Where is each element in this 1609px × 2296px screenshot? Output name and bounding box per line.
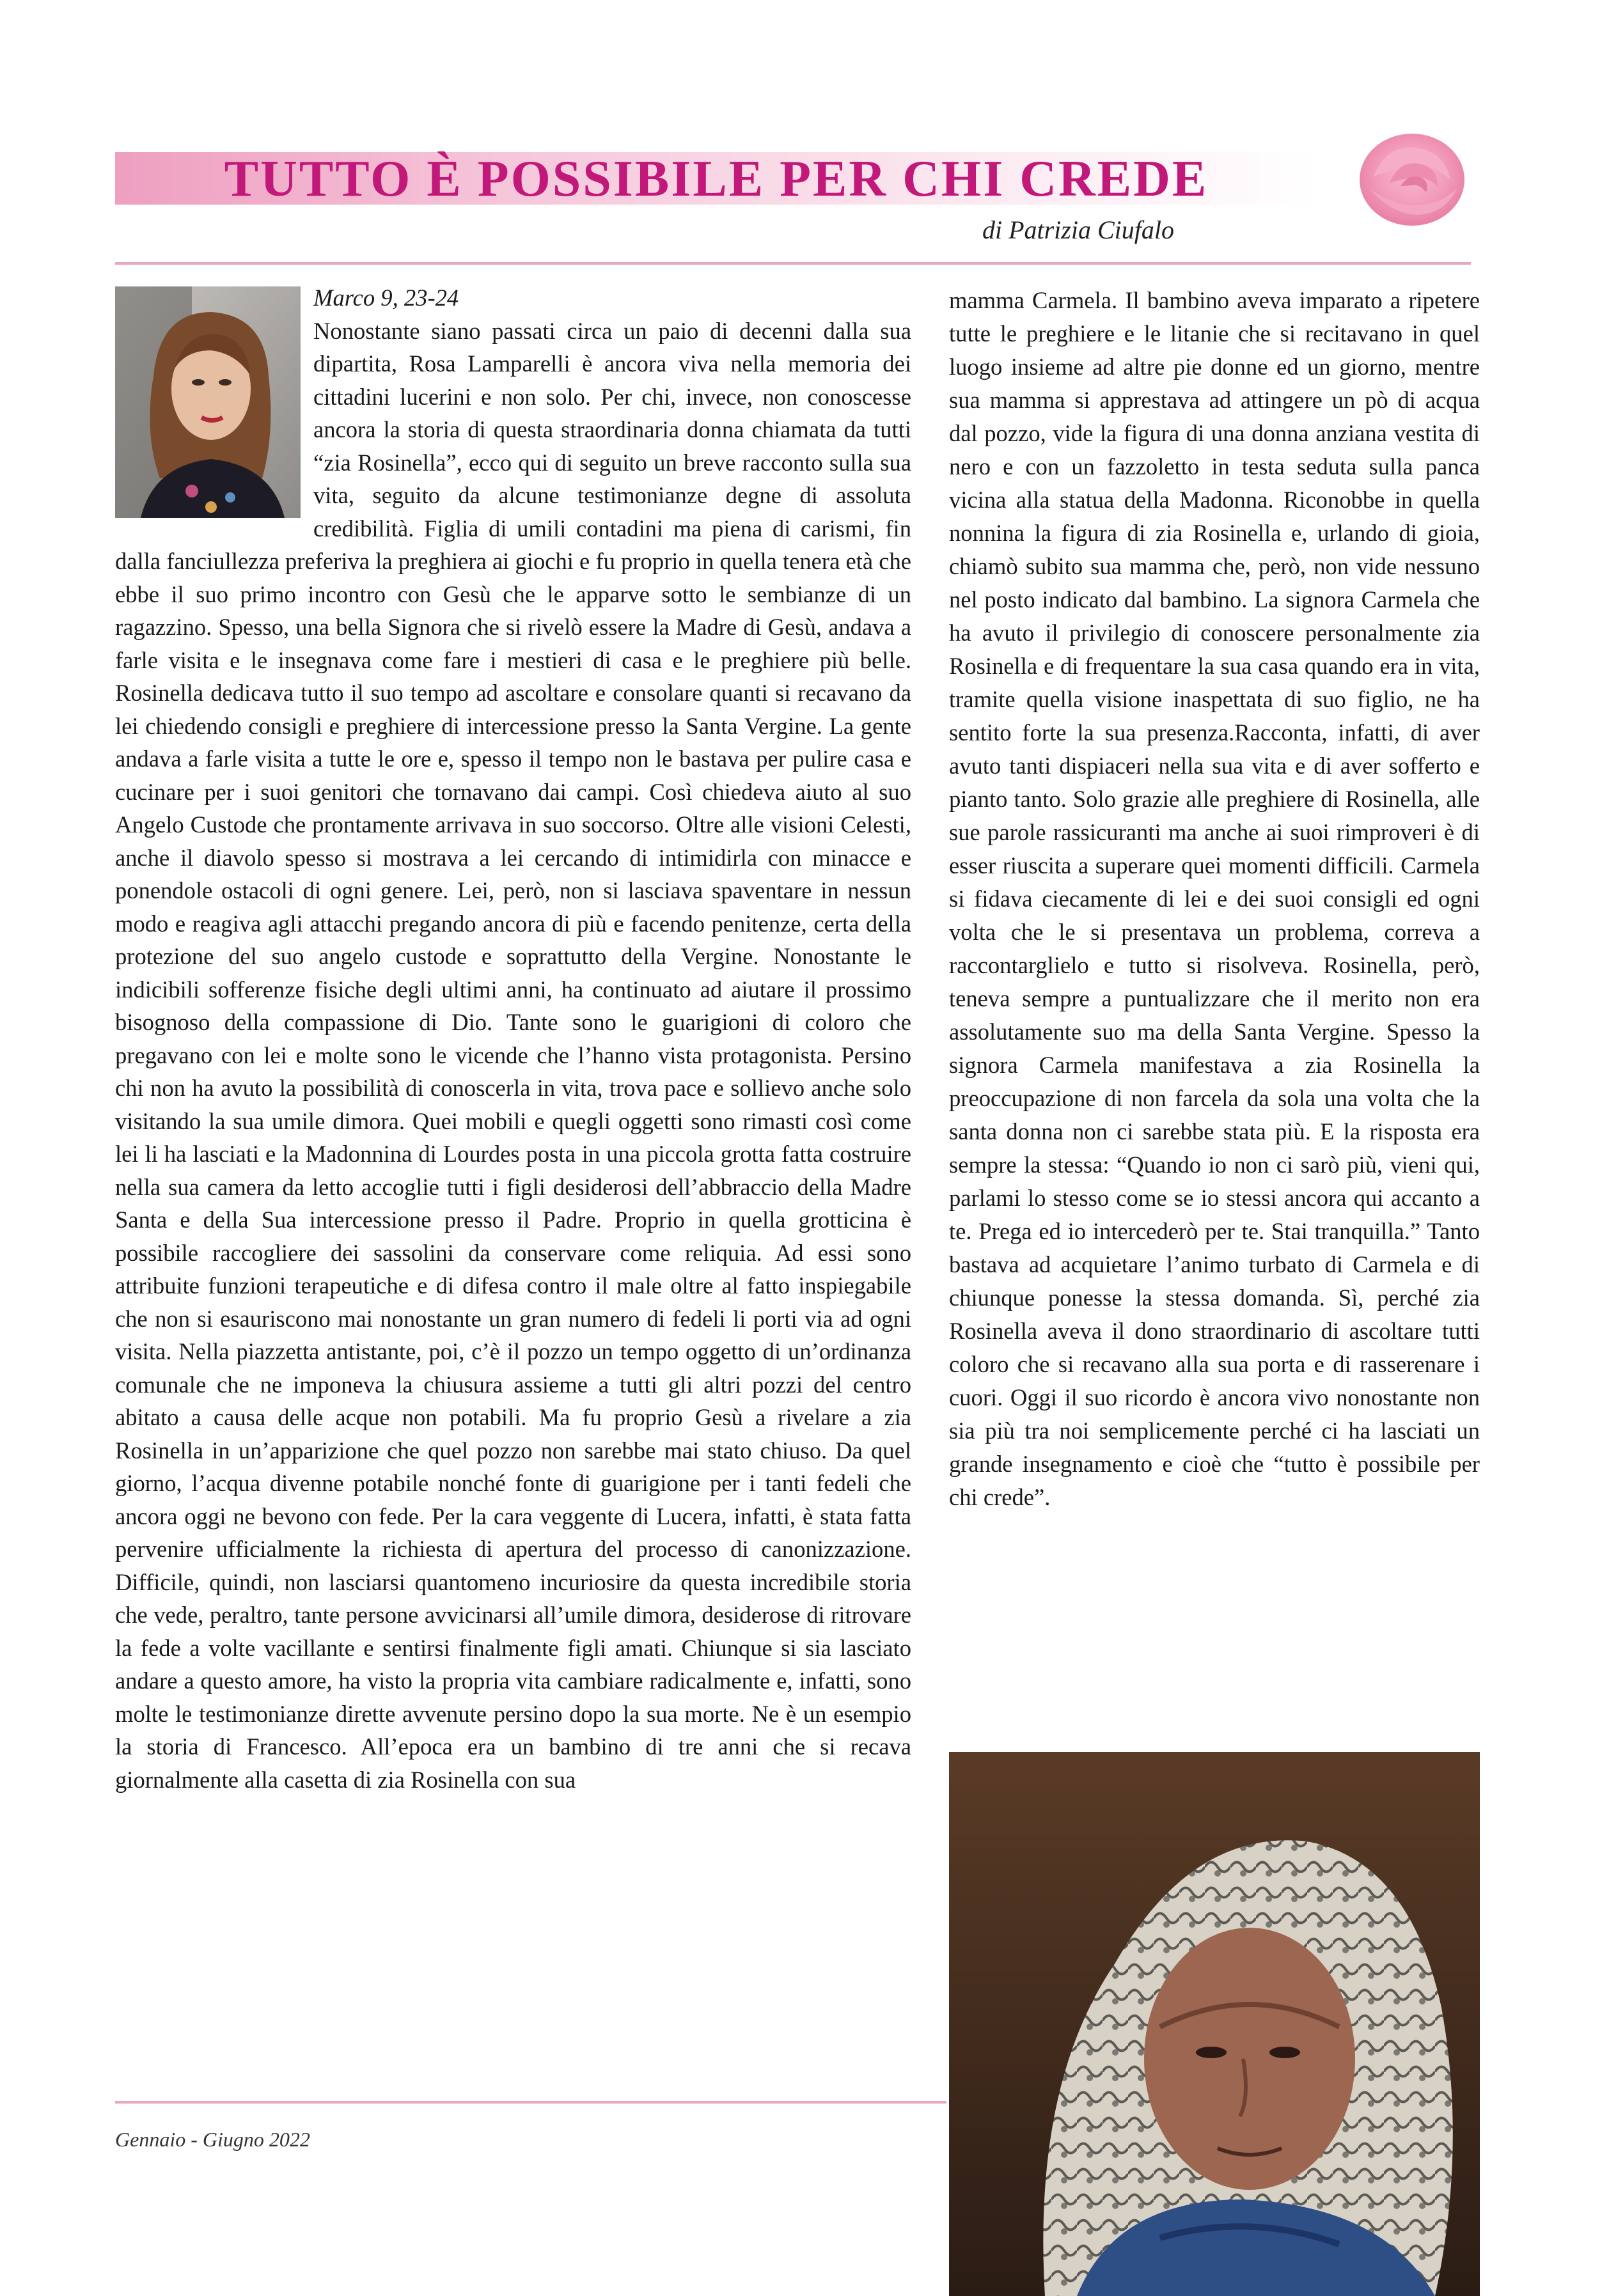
article-column-right <box>949 284 1480 1514</box>
bottom-divider <box>115 2101 946 2104</box>
byline: di Patrizia Ciufalo <box>982 215 1174 244</box>
body-text-right: mamma Carmela. Il bambino aveva imparato a ripetere tutte le preghiere e le litanie che si recitavano in quel luogo insieme ad altre pie donne ed un giorno, mentre sua mamma si apprestava ad attingere un pò di acqua dal pozzo, vide la figura di una donna anziana vestita di nero e con un fazzoletto in testa seduta sulla panca vicina alla statua della Madonna. Riconobbe in quella nonnina la figura di zia Rosinella e, urlando di gioia, chiamò subito sua mamma che, però, non vide nessuno nel posto indicato dal bambino. La signora Carmela che ha avuto il privilegio di conoscere personalmente zia Rosinella e di frequentare la sua casa quando era in vita, tramite quella visione inaspettata di suo figlio, ne ha sentito forte la sua presenza.Racconta, infatti, di aver avuto tanti dispiaceri nella sua vita e di aver sofferto e pianto tanto. Solo grazie alle preghiere di Rosinella, alle sue parole rassicuranti ma anche ai suoi rimproveri è di esser riuscita a superare quei momenti difficili. Carmela si fidava ciecamente di lei e dei suoi consigli ed ogni volta che le si presentava un problema, correva a raccontarglielo e tutto si risolveva. Rosinella, però, teneva sempre a puntualizzare che il merito non era assolutamente suo ma della Santa Vergine. Spesso la signora Carmela manifestava a zia Rosinella la preoccupazione di non farcela da sola una volta che la santa donna non ci sarebbe stata più. E la risposta era sempre la stessa: “Quando io non ci sarò più, vieni qui, parlami lo stesso come se io stessi ancora qui accanto a te. Prega ed io intercederò per te. Stai tranquilla.” Tanto bastava ad acquietare l’animo turbato di Carmela e di chiunque ponesse la stessa domanda. Sì, perché zia Rosinella aveva il dono straordinario di ascoltare tutti coloro che si recavano alla sua porta e di rasserenare i cuori. Oggi il suo ricordo è ancora vivo nonostante non sia più tra noi semplicemente perché ci ha lasciati un grande insegnamento e cioè che “tutto è possibile per chi crede”. <box>949 287 1480 1510</box>
article-column-left <box>115 281 911 1796</box>
zia-rosinella-photo <box>949 1752 1480 2296</box>
footer-issue: Gennaio - Giugno 2022 <box>115 2128 310 2151</box>
photo-spacer <box>115 281 313 523</box>
article-title: TUTTO È POSSIBILE PER CHI CREDE <box>224 151 1209 207</box>
body-text-left: Nonostante siano passati circa un paio di decenni dalla sua dipartita, Rosa Lamparelli è ancora viva nella memoria dei cittadini lucerini e non solo. Per chi, invece, non conoscesse ancora la storia di questa straordinaria donna chiamata da tutti “zia Rosinella”, ecco qui di seguito un breve racconto sulla sua vita, seguito da alcune testimonianze degne di assoluta credibilità. Figlia di umili contadini ma piena di carismi, fin dalla fanciullezza preferiva la preghiera ai giochi e fu proprio in quella tenera età che ebbe il suo primo incontro con Gesù che le apparve sotto le sembianze di un ragazzino. Spesso, una bella Signora che si rivelò essere la Madre di Gesù, andava a farle visita e le insegnava come fare i mestieri di casa e le preghiere più belle. Rosinella dedicava tutto il suo tempo ad ascoltare e consolare quanti si recavano da lei chiedendo consigli e preghiere di intercessione presso la Santa Vergine. La gente andava a farle visita a tutte le ore e, spesso il tempo non le bastava per pulire casa e cucinare per i suoi genitori che tornavano dai campi. Così chiedeva aiuto al suo Angelo Custode che prontamente arrivava in suo soccorso. Oltre alle visioni Celesti, anche il diavolo spesso si mostrava a lei cercando di intimidirla con minacce e ponendole ostacoli di ogni genere. Lei, però, non si lasciava spaventare in nessun modo e reagiva agli attacchi pregando ancora di più e facendo penitenze, certa della protezione del suo angelo custode e soprattutto della Vergine. Nonostante le indicibili sofferenze fisiche degli ultimi anni, ha continuato ad aiutare il prossimo bisognoso della compassione di Dio. Tante sono le guarigioni di coloro che pregavano con lei e molte sono le vicende che l’hanno vista protagonista. Persino chi non ha avuto la possibilità di conoscerla in vita, trova pace e sollievo anche solo visitando la sua umile dimora. Quei mobili e quegli oggetti sono rimasti così come lei li ha lasciati e la Madonnina di Lourdes posta in una piccola grotta fatta costruire nella sua camera da letto accoglie tutti i figli desiderosi dell’abbraccio della Madre Santa e della Sua intercessione presso il Padre. Proprio in quella grotticina è possibile raccogliere dei sassolini da conservare come reliquia. Ad essi sono attribuite funzioni terapeutiche e di difesa contro il male oltre al fatto inspiegabile che non si esauriscono mai nonostante un gran numero di fedeli li porti via ad ogni visita. Nella piazzetta antistante, poi, c’è il pozzo un tempo oggetto di un’ordinanza comunale che ne imponeva la chiusura assieme a tutti gli altri pozzi del centro abitato a causa delle acque non potabili. Ma fu proprio Gesù a rivelare a zia Rosinella in un’apparizione che quel pozzo non sarebbe mai stato chiuso. Da quel giorno, l’acqua divenne potabile nonché fonte di guarigione per i tanti fedeli che ancora oggi ne bevono con fede. Per la cara veggente di Lucera, infatti, è stata fatta pervenire ufficialmente la richiesta di apertura del processo di canonizzazione. Difficile, quindi, non lasciarsi quantomeno incuriosire da questa incredibile storia che vede, peraltro, tante persone avvicinarsi all’umile dimora, desiderose di ritrovare la fede a volte vacillante e sentirsi finalmente figli amati. Chiunque si sia lasciato andare a questo amore, ha visto la propria vita cambiare radicalmente e, infatti, sono molte le testimonianze dirette avvenute persino dopo la sua morte. Ne è un esempio la storia di Francesco. All’epoca era un bambino di tre anni che si recava giornalmente alla casetta di zia Rosinella con sua <box>115 317 912 1793</box>
rose-icon <box>1354 119 1470 234</box>
bible-reference: Marco 9, 23-24 <box>313 285 459 311</box>
top-divider <box>115 262 1471 265</box>
